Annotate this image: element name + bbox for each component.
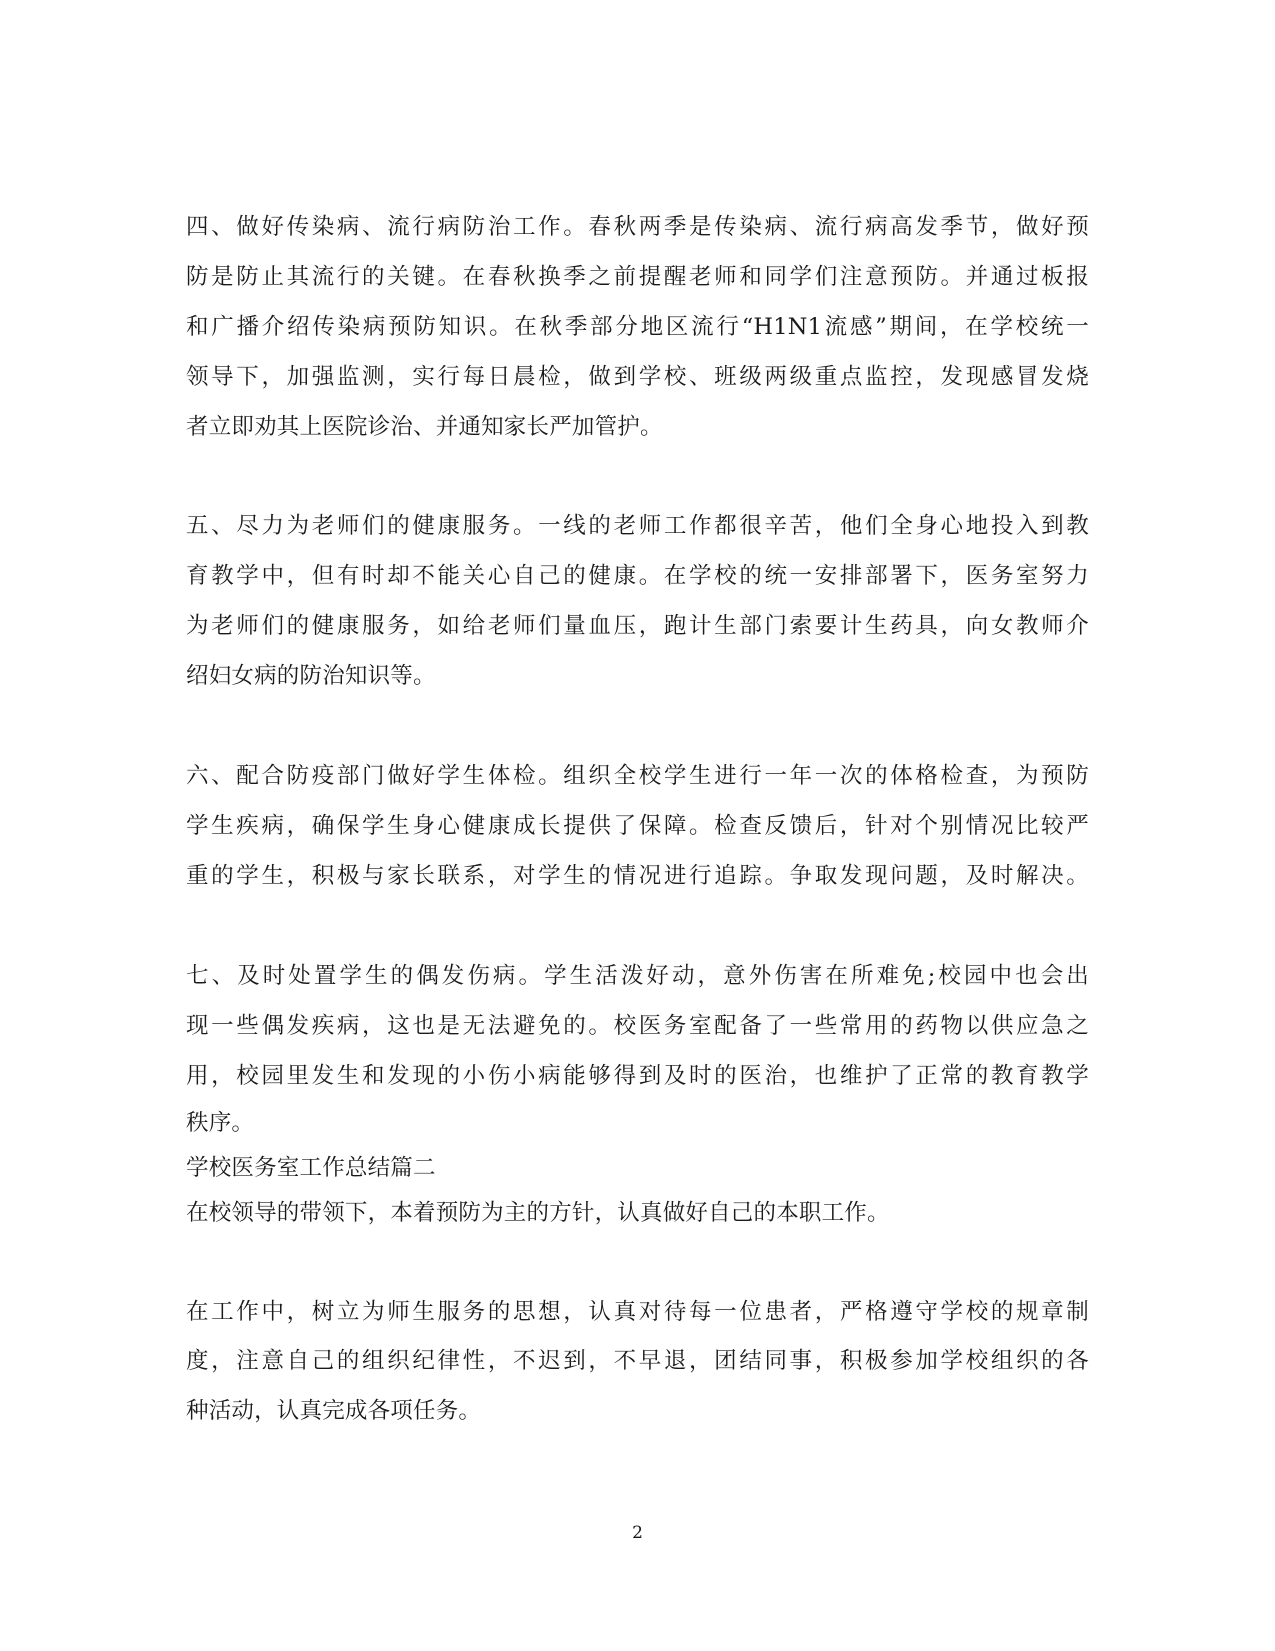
work-attitude-line-1: 在工作中，树立为师生服务的思想，认真对待每一位患者，严格遵守学校的规章制 (186, 1299, 1089, 1325)
part-2-intro: 在校领导的带领下，本着预防为主的方针，认真做好自己的本职工作。 (186, 1200, 890, 1226)
section-7-line-2: 现一些偶发疾病，这也是无法避免的。校医务室配备了一些常用的药物以供应急之 (186, 1013, 1089, 1039)
section-6-line-2: 学生疾病，确保学生身心健康成长提供了保障。检查反馈后，针对个别情况比较严 (186, 813, 1089, 839)
section-4-line-4: 领导下，加强监测，实行每日晨检，做到学校、班级两级重点监控，发现感冒发烧 (186, 364, 1089, 390)
page-number: 2 (632, 1523, 643, 1543)
section-6-line-3: 重的学生，积极与家长联系，对学生的情况进行追踪。争取发现问题，及时解决。 (186, 863, 1089, 889)
section-4-line-5: 者立即劝其上医院诊治、并通知家长严加管护。 (186, 414, 663, 440)
work-attitude-line-3: 种活动，认真完成各项任务。 (186, 1398, 482, 1424)
section-7-line-3: 用，校园里发生和发现的小伤小病能够得到及时的医治，也维护了正常的教育教学 (186, 1063, 1089, 1089)
section-5-line-4: 绍妇女病的防治知识等。 (186, 663, 436, 689)
section-5-line-3: 为老师们的健康服务，如给老师们量血压，跑计生部门索要计生药具，向女教师介 (186, 613, 1089, 639)
section-7-line-1: 七、及时处置学生的偶发伤病。学生活泼好动，意外伤害在所难免;校园中也会出 (186, 963, 1089, 989)
section-5-line-2: 育教学中，但有时却不能关心自己的健康。在学校的统一安排部署下，医务室努力 (186, 563, 1089, 589)
section-5-line-1: 五、尽力为老师们的健康服务。一线的老师工作都很辛苦，他们全身心地投入到教 (186, 513, 1089, 539)
section-4-line-1: 四、做好传染病、流行病防治工作。春秋两季是传染病、流行病高发季节，做好预 (186, 214, 1089, 240)
section-7-line-4: 秩序。 (186, 1110, 255, 1136)
work-attitude-line-2: 度，注意自己的组织纪律性，不迟到，不早退，团结同事，积极参加学校组织的各 (186, 1348, 1089, 1374)
section-6-line-1: 六、配合防疫部门做好学生体检。组织全校学生进行一年一次的体格检查，为预防 (186, 763, 1089, 789)
part-2-heading: 学校医务室工作总结篇二 (186, 1155, 436, 1181)
section-4-line-3: 和广播介绍传染病预防知识。在秋季部分地区流行“H1N1流感”期间，在学校统一 (186, 314, 1089, 340)
section-4-line-2: 防是防止其流行的关键。在春秋换季之前提醒老师和同学们注意预防。并通过板报 (186, 264, 1089, 290)
